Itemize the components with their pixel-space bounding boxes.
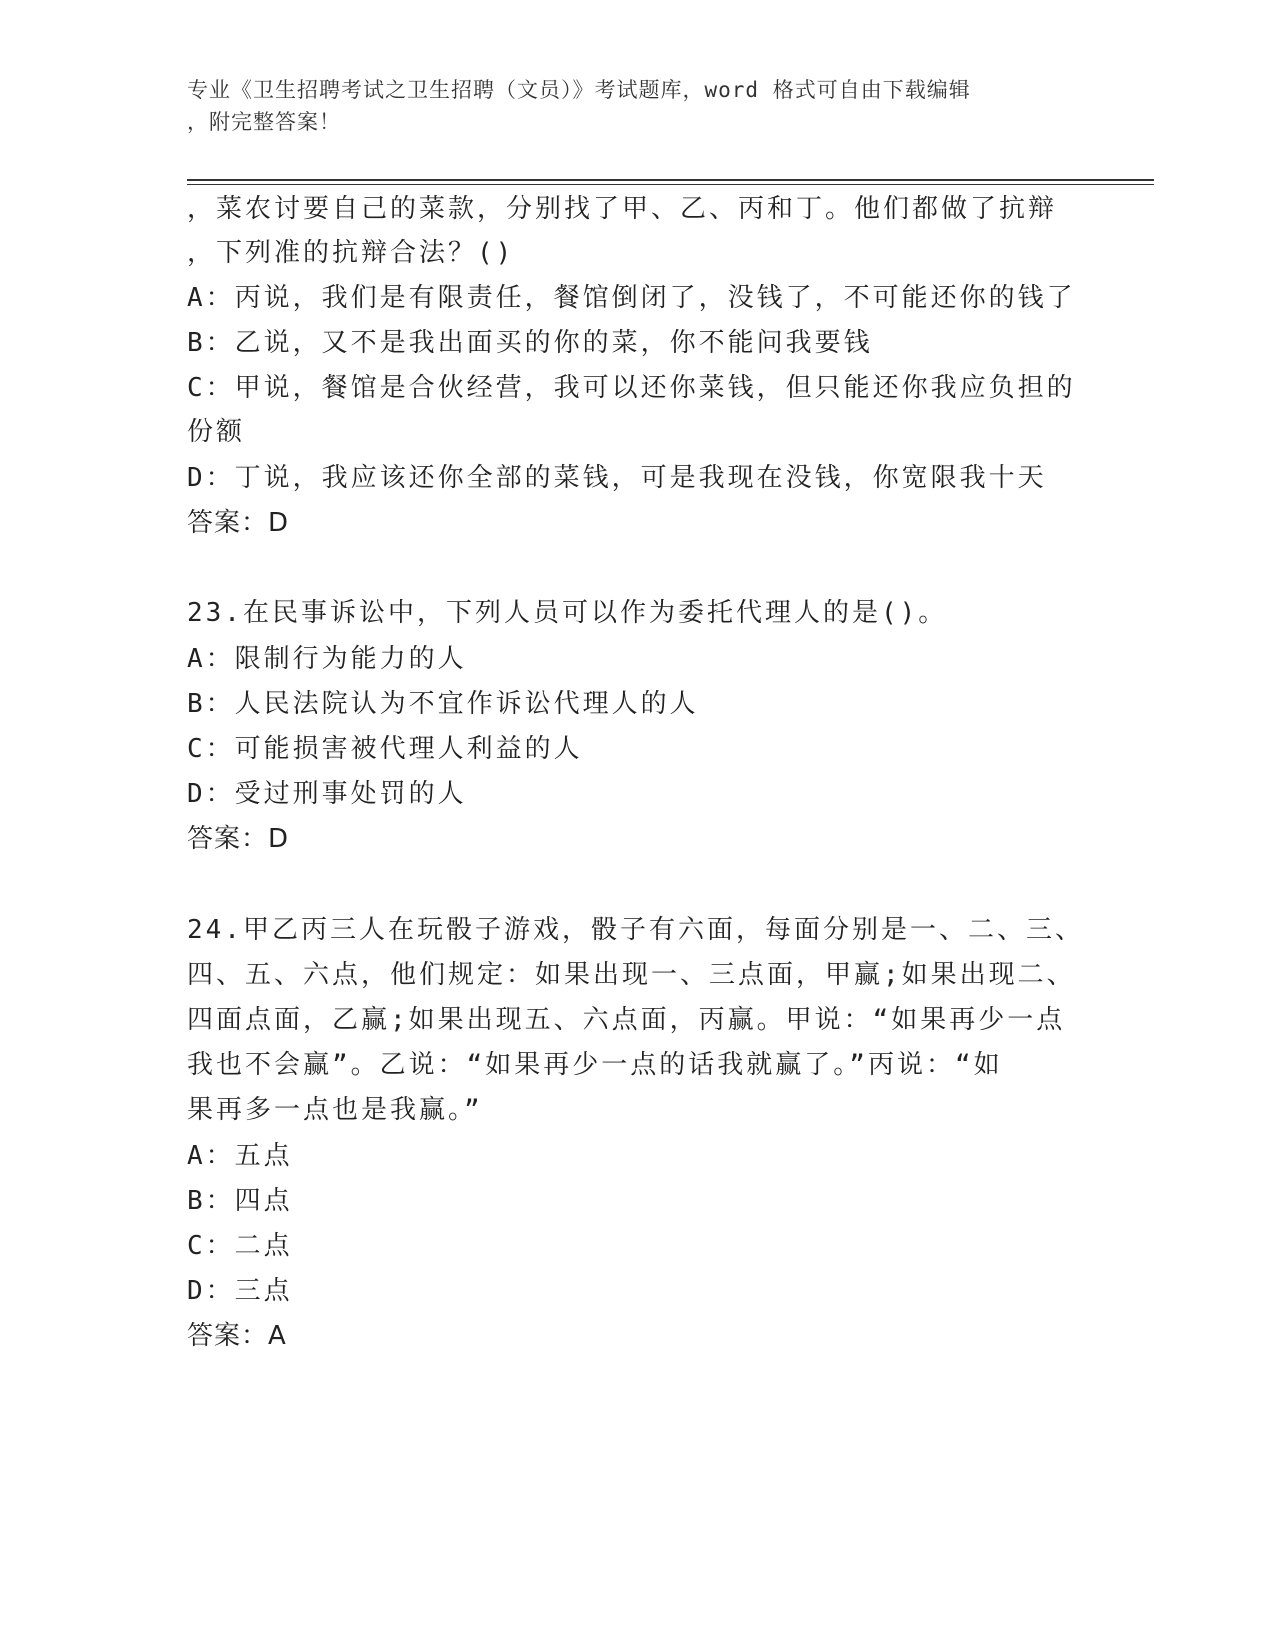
q22-option-a: A：丙说，我们是有限责任，餐馆倒闭了，没钱了，不可能还你的钱了 [187, 283, 1076, 313]
q24-answer: 答案：A [187, 1321, 287, 1351]
q22-answer: 答案：D [187, 508, 290, 538]
q24-option-b: B：四点 [187, 1186, 293, 1216]
q23-option-b: B：人民法院认为不宜作诉讼代理人的人 [187, 689, 699, 719]
q22-option-c-line1: C：甲说，餐馆是合伙经营，我可以还你菜钱，但只能还你我应负担的 [187, 373, 1076, 403]
q23-answer: 答案：D [187, 824, 290, 854]
q23-option-d: D：受过刑事处罚的人 [187, 779, 467, 809]
header-title-line1: 专业《卫生招聘考试之卫生招聘（文员）》考试题库，word 格式可自由下载编辑 [187, 78, 971, 102]
q23-option-a: A：限制行为能力的人 [187, 644, 467, 674]
header-rule-thin [187, 184, 1154, 185]
header-rule-thick [187, 179, 1154, 181]
q23-option-c: C：可能损害被代理人利益的人 [187, 734, 583, 764]
q24-option-d: D：三点 [187, 1276, 293, 1306]
q22-stem-continuation-2: ，下列准的抗辩合法？() [187, 238, 515, 268]
q22-stem-continuation-1: ，菜农讨要自己的菜款，分别找了甲、乙、丙和丁。他们都做了抗辩 [187, 194, 1058, 224]
header-title-line2: ，附完整答案！ [187, 110, 341, 134]
q24-option-a: A：五点 [187, 1141, 293, 1171]
q22-option-b: B：乙说，又不是我出面买的你的菜，你不能问我要钱 [187, 328, 873, 358]
document-header [187, 74, 1087, 138]
q22-option-c-line2: 份额 [187, 417, 246, 447]
q24-stem-line2: 四、五、六点，他们规定：如果出现一、三点面，甲赢;如果出现二、 [187, 960, 1076, 990]
q24-stem-line3: 四面点面，乙赢;如果出现五、六点面，丙赢。甲说：“如果再少一点 [187, 1005, 1066, 1035]
q24-stem-line4: 我也不会赢”。乙说：“如果再少一点的话我就赢了。”丙说：“如 [187, 1050, 1003, 1080]
q23-stem: 23.在民事诉讼中，下列人员可以作为委托代理人的是()。 [187, 598, 948, 628]
q24-option-c: C：二点 [187, 1231, 293, 1261]
q22-option-d: D：丁说，我应该还你全部的菜钱，可是我现在没钱，你宽限我十天 [187, 463, 1047, 493]
q24-stem-line5: 果再多一点也是我赢。” [187, 1095, 483, 1125]
q24-stem-line1: 24.甲乙丙三人在玩骰子游戏，骰子有六面，每面分别是一、二、三、 [187, 915, 1084, 945]
